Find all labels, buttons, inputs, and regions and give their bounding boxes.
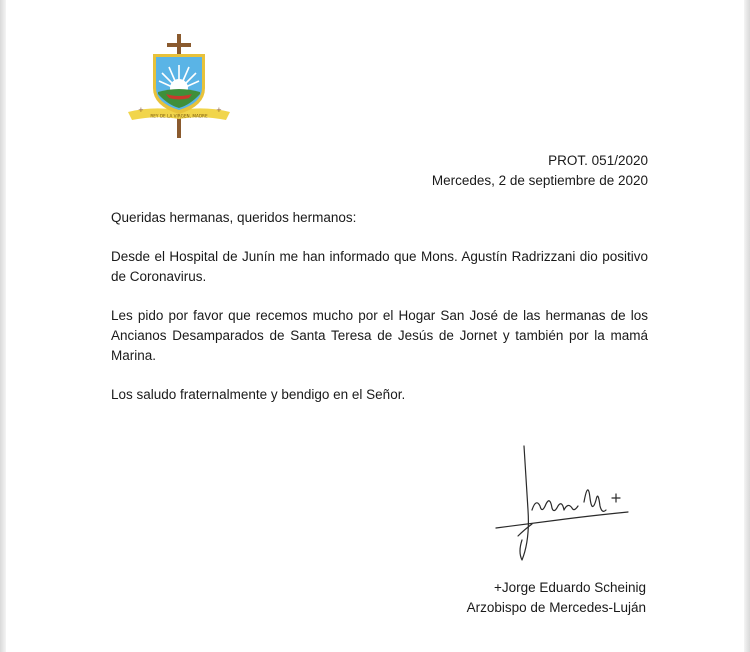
- closing-line: Los saludo fraternalmente y bendigo en el Señor.: [111, 387, 406, 402]
- ribbon-cross-left-icon: +: [138, 106, 144, 114]
- signer-name: +Jorge Eduardo Scheinig: [494, 580, 646, 595]
- page-edge-right: [744, 0, 750, 652]
- reference-block: [432, 151, 648, 191]
- page-edge-left: [0, 0, 6, 652]
- cross-bar: [167, 43, 191, 47]
- place-and-date: Mercedes, 2 de septiembre de 2020: [431, 173, 648, 188]
- ribbon-cross-right-icon: +: [216, 106, 222, 114]
- signature-icon: [488, 440, 638, 568]
- archdiocese-crest: [126, 34, 232, 138]
- signer-title: Arzobispo de Mercedes-Luján: [466, 600, 646, 615]
- signer-block: [467, 578, 646, 618]
- letter-body: [111, 208, 648, 424]
- paragraph-2: Les pido por favor que recemos mucho por el Hogar San José de las hermanas de los Ancianos Desamparados de Santa Teresa de Jesús de Jornet y también por la mamá Marina.: [111, 308, 648, 363]
- greeting: Queridas hermanas, queridos hermanos:: [111, 210, 357, 225]
- crest-icon: [126, 34, 232, 138]
- protocol-number: PROT. 051/2020: [548, 153, 648, 168]
- paragraph-1: Desde el Hospital de Junín me han informado que Mons. Agustín Radrizzani dio positivo de Coronavirus.: [111, 249, 648, 284]
- handwritten-signature: [488, 440, 638, 568]
- crest-motto: REY DE LA VIRGEN, MADRE: [150, 113, 208, 119]
